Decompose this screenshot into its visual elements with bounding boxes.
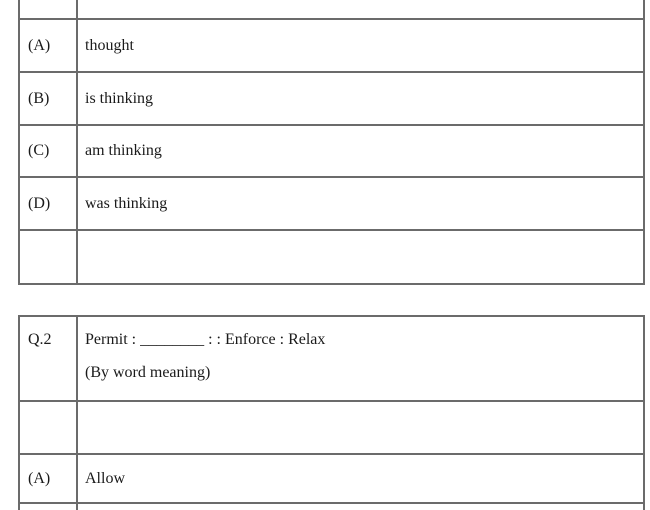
option-text: am thinking — [85, 142, 162, 159]
option-text: Allow — [85, 469, 125, 487]
option-letter: (A) — [20, 20, 78, 71]
empty-text-cell — [78, 504, 643, 510]
empty-text-cell — [78, 231, 643, 283]
option-row-a — [20, 455, 643, 504]
option-letter: (B) — [20, 73, 78, 124]
partial-top-row — [20, 0, 643, 20]
option-text: is thinking — [85, 89, 154, 107]
option-letter: (D) — [20, 178, 78, 229]
option-row-c — [20, 126, 643, 178]
empty-letter-cell — [20, 402, 78, 453]
empty-letter-cell — [20, 0, 78, 18]
option-text: was thinking — [85, 194, 168, 212]
question-line-1: Permit : ________ : : Enforce : Relax — [85, 331, 326, 348]
partial-bottom-row — [20, 504, 643, 510]
option-row-a — [20, 20, 643, 73]
option-letter: (A) — [20, 455, 78, 502]
empty-row — [20, 402, 643, 455]
option-text: thought — [85, 36, 134, 54]
empty-letter-cell — [20, 231, 78, 283]
question-row — [20, 317, 643, 402]
option-row-d — [20, 178, 643, 231]
question-line-2: (By word meaning) — [85, 364, 211, 381]
empty-letter-cell — [20, 504, 78, 510]
option-letter: (C) — [20, 126, 78, 176]
question-text-cell — [78, 317, 643, 400]
question-1-options-table — [18, 0, 645, 285]
empty-text-cell — [78, 0, 643, 18]
question-number: Q.2 — [28, 331, 52, 348]
empty-row — [20, 231, 643, 285]
question-2-table — [18, 315, 645, 510]
option-row-b — [20, 73, 643, 126]
empty-text-cell — [78, 402, 643, 453]
question-number-cell — [20, 317, 78, 400]
